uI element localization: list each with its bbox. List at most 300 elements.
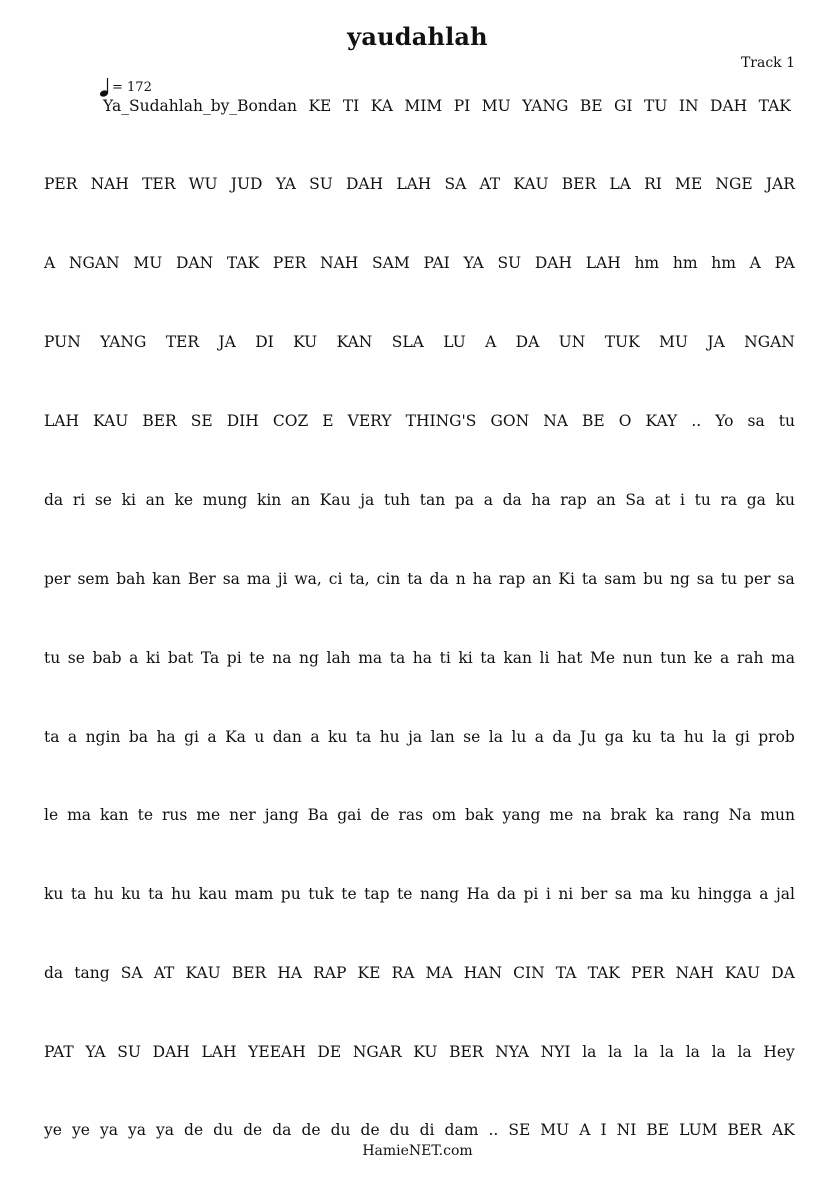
- lyric-syllable: LAH: [396, 175, 432, 193]
- lyric-syllable: ta,: [349, 570, 370, 588]
- lyric-line: [44, 570, 795, 588]
- lyric-syllable: la: [737, 1043, 752, 1061]
- lyric-syllable: la: [633, 1043, 649, 1061]
- lyric-syllable: gi: [734, 728, 750, 746]
- lyric-syllable: la: [582, 1043, 597, 1061]
- lyric-syllable: YANG: [522, 97, 569, 115]
- quarter-note-icon: [98, 76, 112, 98]
- lyric-syllable: MA: [425, 964, 453, 982]
- lyric-line: [44, 175, 795, 193]
- lyric-syllable: YA: [463, 254, 484, 272]
- lyric-syllable: du: [330, 1121, 351, 1139]
- lyric-syllable: rah: [736, 649, 764, 667]
- lyric-line: [44, 964, 795, 982]
- lyric-syllable: SU: [309, 175, 333, 193]
- lyric-syllable: ma: [639, 885, 664, 903]
- lyric-syllable: kan: [100, 806, 129, 824]
- lyric-syllable: NAH: [675, 964, 714, 982]
- lyric-syllable: i: [679, 491, 685, 509]
- lyric-line: [44, 333, 795, 351]
- lyric-syllable: me: [196, 806, 221, 824]
- lyric-syllable: gai: [337, 806, 362, 824]
- lyric-syllable: n: [455, 570, 466, 588]
- lyric-syllable: lan: [430, 728, 455, 746]
- lyric-syllable: na: [272, 649, 292, 667]
- lyric-syllable: LAH: [44, 412, 80, 430]
- lyric-syllable: LA: [609, 175, 631, 193]
- lyric-syllable: ku: [632, 728, 652, 746]
- lyric-syllable: ku: [775, 491, 795, 509]
- lyric-syllable: SA: [120, 964, 143, 982]
- lyric-line: [44, 728, 795, 746]
- lyric-syllable: LAH: [585, 254, 621, 272]
- lyric-syllable: ku: [121, 885, 141, 903]
- lyric-syllable: la: [488, 728, 503, 746]
- lyric-syllable: KAU: [185, 964, 221, 982]
- lyric-syllable: bat: [167, 649, 194, 667]
- lyric-syllable: bah: [116, 570, 146, 588]
- lyric-syllable: NI: [616, 1121, 637, 1139]
- lyric-syllable: E: [322, 412, 334, 430]
- lyric-syllable: hu: [171, 885, 192, 903]
- lyric-syllable: te: [341, 885, 357, 903]
- lyric-line: [44, 254, 795, 272]
- lyric-syllable: tu: [694, 491, 711, 509]
- lyric-syllable: an: [290, 491, 311, 509]
- lyric-syllable: COZ: [272, 412, 309, 430]
- lyric-syllable: A: [749, 254, 761, 272]
- lyric-syllable: TU: [643, 97, 668, 115]
- lyric-syllable: i: [545, 885, 551, 903]
- lyric-syllable: a: [310, 728, 320, 746]
- lyric-syllable: ye: [44, 1121, 62, 1139]
- lyric-syllable: ta: [407, 570, 423, 588]
- lyric-syllable: ng: [669, 570, 690, 588]
- lyric-syllable: rang: [683, 806, 720, 824]
- lyric-line: [44, 1043, 795, 1061]
- lyric-syllable: ba: [128, 728, 149, 746]
- lyric-syllable: ta: [355, 728, 372, 746]
- lyric-syllable: ha: [412, 649, 433, 667]
- lyric-syllable: se: [67, 649, 85, 667]
- lyric-line: [44, 491, 795, 509]
- lyric-syllable: THING'S: [405, 412, 477, 430]
- lyric-syllable: JA: [707, 333, 725, 351]
- lyric-syllable: DIH: [226, 412, 259, 430]
- lyric-line: [44, 1121, 795, 1139]
- lyric-syllable: ga: [604, 728, 624, 746]
- lyric-syllable: BE: [646, 1121, 670, 1139]
- lyric-syllable: sa: [696, 570, 714, 588]
- lyric-syllable: Na: [728, 806, 752, 824]
- lyric-syllable: hm: [672, 254, 698, 272]
- lyric-syllable: de: [370, 806, 390, 824]
- lyric-syllable: pi: [226, 649, 242, 667]
- lyric-line: [44, 649, 795, 667]
- lyric-syllable: bu: [643, 570, 664, 588]
- lyric-syllable: NGAR: [352, 1043, 402, 1061]
- lyric-syllable: PER: [630, 964, 665, 982]
- lyric-syllable: DA: [771, 964, 795, 982]
- lyric-syllable: tuh: [383, 491, 411, 509]
- lyric-syllable: hu: [379, 728, 400, 746]
- lyric-syllable: ke: [174, 491, 194, 509]
- lyric-syllable: MU: [540, 1121, 570, 1139]
- lyric-syllable: ..: [488, 1121, 499, 1139]
- lyric-syllable: da: [429, 570, 449, 588]
- lyric-syllable: se: [463, 728, 481, 746]
- lyric-syllable: DE: [317, 1043, 342, 1061]
- lyric-syllable: Ju: [580, 728, 597, 746]
- lyric-syllable: tu: [778, 412, 795, 430]
- lyric-syllable: ma: [771, 649, 795, 667]
- lyric-syllable: TI: [342, 97, 360, 115]
- lyric-syllable: DAH: [345, 175, 384, 193]
- lyric-syllable: an: [596, 491, 616, 509]
- lyric-syllable: NA: [543, 412, 568, 430]
- lyric-syllable: A: [44, 254, 56, 272]
- lyric-syllable: Ta: [200, 649, 220, 667]
- lyric-syllable: ki: [458, 649, 473, 667]
- lyric-syllable: a: [483, 491, 493, 509]
- lyric-syllable: an: [145, 491, 165, 509]
- lyric-syllable: NAH: [320, 254, 359, 272]
- lyric-syllable: per: [744, 570, 771, 588]
- lyric-syllable: Ber: [187, 570, 216, 588]
- lyric-syllable: tang: [74, 964, 110, 982]
- lyric-syllable: pa: [454, 491, 475, 509]
- lyric-syllable: la: [711, 1043, 726, 1061]
- lyric-syllable: ha: [156, 728, 176, 746]
- lyric-syllable: ma: [358, 649, 383, 667]
- lyric-syllable: la: [659, 1043, 675, 1061]
- lyric-syllable: KAU: [93, 412, 129, 430]
- lyric-syllable: AT: [479, 175, 501, 193]
- lyric-syllable: KAU: [724, 964, 761, 982]
- lyric-syllable: KU: [293, 333, 318, 351]
- lyric-syllable: MU: [481, 97, 511, 115]
- lyric-syllable: NGAN: [68, 254, 120, 272]
- lyric-syllable: li: [539, 649, 550, 667]
- lyric-syllable: VERY: [347, 412, 392, 430]
- lyric-syllable: Sa: [625, 491, 646, 509]
- lyric-syllable: Ya_Sudahlah_by_Bondan: [103, 97, 297, 115]
- lyric-syllable: le: [44, 806, 59, 824]
- lyric-syllable: DAH: [152, 1043, 190, 1061]
- lyric-syllable: sa: [777, 570, 795, 588]
- lyric-syllable: RA: [391, 964, 415, 982]
- lyric-syllable: PA: [774, 254, 795, 272]
- lyric-syllable: DAH: [534, 254, 572, 272]
- lyric-line: [44, 412, 795, 430]
- lyric-syllable: mung: [202, 491, 248, 509]
- lyric-syllable: A: [485, 333, 497, 351]
- lyric-syllable: YEEAH: [248, 1043, 306, 1061]
- lyric-syllable: cin: [376, 570, 401, 588]
- lyric-syllable: Ki: [558, 570, 575, 588]
- lyric-syllable: ke: [693, 649, 713, 667]
- lyric-syllable: la: [608, 1043, 623, 1061]
- lyric-syllable: ngin: [85, 728, 121, 746]
- lyric-syllable: bak: [465, 806, 494, 824]
- lyric-syllable: O: [618, 412, 632, 430]
- lyric-syllable: JAR: [765, 175, 795, 193]
- lyric-syllable: NAH: [90, 175, 129, 193]
- lyric-syllable: TUK: [604, 333, 640, 351]
- lyric-syllable: sa: [747, 412, 765, 430]
- lyric-syllable: ber: [580, 885, 608, 903]
- lyric-syllable: dam: [444, 1121, 479, 1139]
- lyric-syllable: MIM: [404, 97, 443, 115]
- lyric-syllable: AT: [153, 964, 175, 982]
- lyric-syllable: IN: [678, 97, 699, 115]
- lyric-syllable: te: [249, 649, 265, 667]
- lyric-syllable: KAN: [336, 333, 373, 351]
- lyric-syllable: a: [67, 728, 78, 746]
- lyric-syllable: ta: [581, 570, 598, 588]
- lyric-syllable: na: [582, 806, 602, 824]
- lyric-syllable: ME: [675, 175, 703, 193]
- lyric-syllable: ras: [398, 806, 424, 824]
- lyric-syllable: ri: [72, 491, 86, 509]
- lyric-syllable: MU: [133, 254, 163, 272]
- lyric-syllable: ta: [389, 649, 406, 667]
- lyric-syllable: te: [397, 885, 413, 903]
- lyric-syllable: LU: [443, 333, 466, 351]
- lyric-syllable: ma: [246, 570, 271, 588]
- lyric-syllable: de: [301, 1121, 321, 1139]
- lyric-syllable: hat: [556, 649, 583, 667]
- lyric-syllable: kin: [256, 491, 282, 509]
- lyric-syllable: A: [579, 1121, 591, 1139]
- lyric-syllable: ha: [472, 570, 492, 588]
- lyric-syllable: ner: [229, 806, 256, 824]
- lyric-syllable: PAT: [44, 1043, 74, 1061]
- lyric-syllable: KU: [413, 1043, 438, 1061]
- lyric-syllable: ta: [44, 728, 60, 746]
- lyric-syllable: nun: [622, 649, 653, 667]
- lyric-syllable: RI: [644, 175, 662, 193]
- lyric-syllable: bab: [92, 649, 122, 667]
- lyric-syllable: la: [685, 1043, 700, 1061]
- lyric-line: [44, 885, 795, 903]
- lyric-syllable: GI: [614, 97, 633, 115]
- lyric-syllable: PER: [44, 175, 78, 193]
- lyric-syllable: SE: [190, 412, 213, 430]
- lyric-syllable: jal: [775, 885, 795, 903]
- lyric-syllable: ja: [408, 728, 423, 746]
- lyric-syllable: da: [502, 491, 522, 509]
- lyric-syllable: SAM: [372, 254, 410, 272]
- tempo-value: = 172: [112, 80, 152, 95]
- lyric-syllable: kan: [152, 570, 181, 588]
- lyric-syllable: ha: [531, 491, 551, 509]
- lyric-syllable: ya: [99, 1121, 118, 1139]
- lyric-syllable: NYA: [495, 1043, 529, 1061]
- lyric-syllable: WU: [188, 175, 218, 193]
- lyric-syllable: Kau: [319, 491, 351, 509]
- lyric-syllable: ku: [44, 885, 64, 903]
- lyric-syllable: KE: [357, 964, 381, 982]
- lyric-syllable: pi: [523, 885, 539, 903]
- lyric-syllable: hingga: [697, 885, 752, 903]
- lyric-syllable: di: [419, 1121, 435, 1139]
- lyric-syllable: BER: [561, 175, 597, 193]
- lyric-syllable: de: [243, 1121, 263, 1139]
- lyric-syllable: du: [389, 1121, 410, 1139]
- lyric-syllable: a: [534, 728, 544, 746]
- lyric-syllable: GON: [490, 412, 530, 430]
- lyric-syllable: ra: [720, 491, 738, 509]
- lyric-syllable: ku: [670, 885, 691, 903]
- lyric-syllable: a: [207, 728, 217, 746]
- lyric-syllable: gi: [184, 728, 199, 746]
- lyric-syllable: Me: [590, 649, 616, 667]
- lyric-syllable: ki: [145, 649, 161, 667]
- lyric-syllable: PAI: [423, 254, 450, 272]
- lyric-syllable: sem: [77, 570, 110, 588]
- lyric-syllable: KE: [308, 97, 332, 115]
- lyric-syllable: ta: [660, 728, 676, 746]
- lyric-syllable: rap: [560, 491, 587, 509]
- lyric-syllable: UN: [558, 333, 586, 351]
- lyric-syllable: a: [129, 649, 139, 667]
- lyric-syllable: ga: [746, 491, 766, 509]
- lyric-syllable: YA: [85, 1043, 106, 1061]
- lyric-syllable: TAK: [226, 254, 260, 272]
- score-title: yaudahlah: [347, 22, 488, 51]
- lyric-syllable: sa: [222, 570, 240, 588]
- lyric-syllable: RAP: [313, 964, 347, 982]
- lyric-syllable: PUN: [44, 333, 81, 351]
- lyric-syllable: MU: [659, 333, 688, 351]
- lyric-syllable: brak: [610, 806, 647, 824]
- lyric-syllable: JUD: [230, 175, 263, 193]
- lyric-syllable: YANG: [100, 333, 147, 351]
- lyric-syllable: SU: [497, 254, 522, 272]
- lyric-syllable: om: [432, 806, 457, 824]
- lyric-syllable: hu: [683, 728, 704, 746]
- lyric-syllable: LUM: [679, 1121, 718, 1139]
- lyric-syllable: ka: [655, 806, 675, 824]
- lyric-syllable: da: [496, 885, 516, 903]
- lyric-syllable: de: [184, 1121, 204, 1139]
- lyric-syllable: wa,: [294, 570, 322, 588]
- lyric-syllable: du: [213, 1121, 234, 1139]
- lyric-syllable: HAN: [463, 964, 503, 982]
- lyric-syllable: YA: [275, 175, 296, 193]
- lyric-syllable: NGE: [715, 175, 753, 193]
- lyric-syllable: ya: [156, 1121, 174, 1139]
- lyric-syllable: dan: [272, 728, 302, 746]
- lyric-syllable: TAK: [758, 97, 791, 115]
- lyric-syllable: pu: [280, 885, 301, 903]
- lyric-syllable: mun: [760, 806, 795, 824]
- lyric-syllable: an: [532, 570, 552, 588]
- lyric-syllable: BE: [579, 97, 603, 115]
- lyric-syllable: nang: [419, 885, 460, 903]
- lyric-syllable: LAH: [201, 1043, 237, 1061]
- lyric-syllable: se: [94, 491, 112, 509]
- lyric-syllable: tap: [364, 885, 390, 903]
- lyric-syllable: a: [720, 649, 730, 667]
- lyric-syllable: SU: [117, 1043, 141, 1061]
- lyric-syllable: BER: [449, 1043, 484, 1061]
- lyric-syllable: kan: [503, 649, 532, 667]
- lyric-syllable: ja: [360, 491, 375, 509]
- lyric-syllable: per: [44, 570, 71, 588]
- lyric-syllable: ye: [71, 1121, 90, 1139]
- lyric-syllable: PI: [453, 97, 471, 115]
- lyric-syllable: HA: [277, 964, 303, 982]
- lyric-syllable: AK: [771, 1121, 795, 1139]
- lyric-syllable: SA: [444, 175, 467, 193]
- lyric-syllable: ma: [67, 806, 92, 824]
- lyric-syllable: la: [712, 728, 727, 746]
- lyric-syllable: DI: [255, 333, 274, 351]
- lyric-syllable: mam: [234, 885, 274, 903]
- lyric-syllable: TAK: [587, 964, 620, 982]
- lyric-syllable: at: [654, 491, 671, 509]
- lyric-syllable: yang: [502, 806, 541, 824]
- lyric-syllable: KA: [370, 97, 393, 115]
- lyric-syllable: kau: [198, 885, 228, 903]
- lyric-syllable: tun: [660, 649, 687, 667]
- lyric-syllable: Yo: [715, 412, 734, 430]
- lyric-syllable: tuk: [308, 885, 334, 903]
- tempo-marking: [98, 76, 178, 98]
- lyric-syllable: KAY: [645, 412, 678, 430]
- lyric-syllable: u: [254, 728, 265, 746]
- lyric-syllable: DAN: [176, 254, 214, 272]
- lyric-syllable: NYI: [540, 1043, 571, 1061]
- lyric-syllable: PER: [272, 254, 307, 272]
- lyric-syllable: ta: [70, 885, 87, 903]
- lyric-syllable: prob: [758, 728, 795, 746]
- lyric-syllable: a: [759, 885, 769, 903]
- lyric-syllable: te: [137, 806, 154, 824]
- lyric-syllable: hm: [634, 254, 660, 272]
- lyric-syllable: JA: [218, 333, 236, 351]
- lyric-syllable: TER: [165, 333, 200, 351]
- lyric-syllable: SLA: [391, 333, 424, 351]
- lyric-syllable: da: [44, 491, 64, 509]
- lyric-syllable: SE: [508, 1121, 531, 1139]
- lyric-syllable: da: [552, 728, 572, 746]
- footer-credit: HamieNET.com: [362, 1143, 473, 1159]
- lyric-syllable: BER: [727, 1121, 762, 1139]
- lyric-syllable: TER: [142, 175, 176, 193]
- lyric-syllable: Hey: [763, 1043, 795, 1061]
- lyric-syllable: ya: [127, 1121, 146, 1139]
- lyric-syllable: da: [272, 1121, 292, 1139]
- lyric-syllable: DAH: [710, 97, 748, 115]
- lyric-syllable: CIN: [513, 964, 545, 982]
- lyric-syllable: rus: [162, 806, 188, 824]
- lyric-syllable: hm: [711, 254, 736, 272]
- lyric-syllable: ku: [328, 728, 348, 746]
- lyric-syllable: I: [600, 1121, 607, 1139]
- lyric-syllable: ni: [558, 885, 574, 903]
- lyric-syllable: sam: [604, 570, 637, 588]
- lyric-syllable: KAU: [513, 175, 549, 193]
- lyric-syllable: ta: [148, 885, 164, 903]
- lyric-syllable: BE: [582, 412, 605, 430]
- lyric-syllable: Ba: [307, 806, 329, 824]
- lyric-syllable: ng: [299, 649, 319, 667]
- lyric-syllable: DA: [515, 333, 540, 351]
- lyric-syllable: de: [360, 1121, 380, 1139]
